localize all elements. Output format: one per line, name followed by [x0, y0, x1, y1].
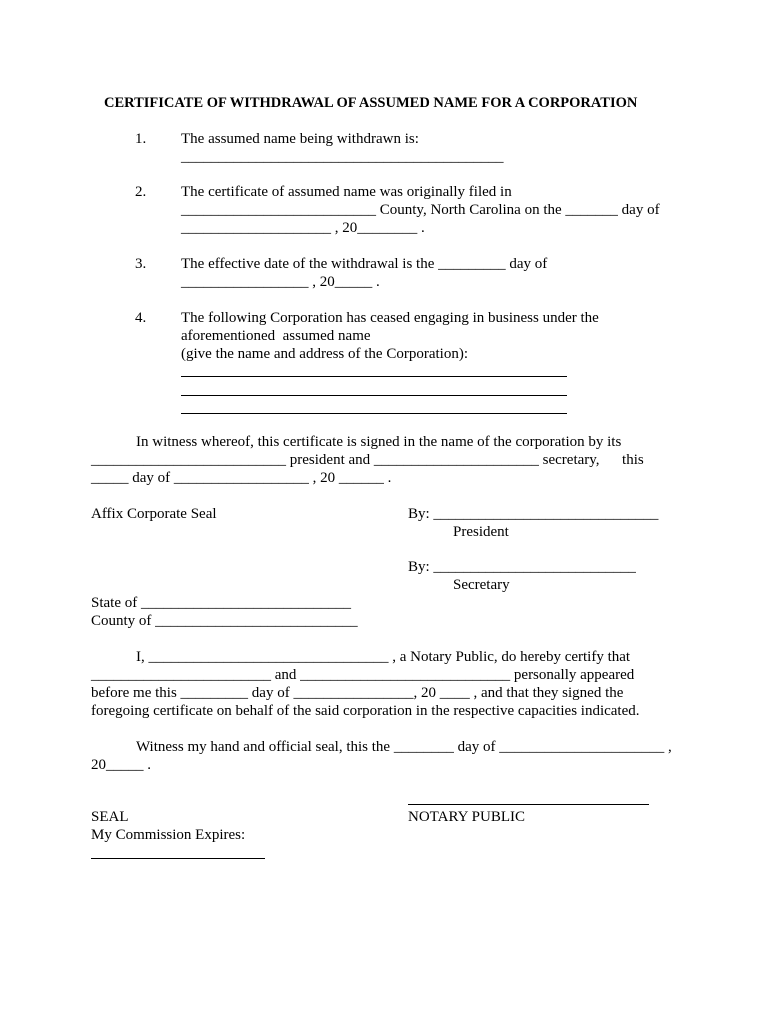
notary-line-3: before me this _________ day of ________________, 20 ____ , and that they signed the	[91, 685, 624, 701]
item-3-line-2: _________________ , 20_____ .	[181, 274, 380, 290]
item-1-number: 1.	[135, 131, 147, 147]
item-4-line-3: (give the name and address of the Corporation):	[181, 346, 468, 362]
item-3-number: 3.	[135, 256, 147, 272]
president-signature-line: By: ______________________________	[408, 506, 659, 522]
corporation-name-blank	[181, 376, 567, 377]
item-4-line-2: aforementioned assumed name	[181, 328, 371, 344]
commission-expires-blank	[91, 858, 265, 859]
witness-line-2: __________________________ president and ______________________ secretary, this	[91, 452, 644, 468]
state-of-line: State of ____________________________	[91, 595, 351, 611]
item-2-line-2: __________________________ County, North Carolina on the _______ day of	[181, 202, 660, 218]
notary-line-4: foregoing certificate on behalf of the said corporation in the respective capacities indicated.	[91, 703, 640, 719]
item-3-line-1: The effective date of the withdrawal is the _________ day of	[181, 256, 548, 272]
notary-line-2: ________________________ and ____________________________ personally appeared	[91, 667, 635, 683]
notary-line-1: I, ________________________________ , a Notary Public, do hereby certify that	[136, 649, 631, 665]
seal-label: SEAL	[91, 809, 129, 825]
secretary-signature-line: By: ___________________________	[408, 559, 636, 575]
item-2-line-3: ____________________ , 20________ .	[181, 220, 425, 236]
item-2-line-1: The certificate of assumed name was originally filed in	[181, 184, 512, 200]
notary-witness-line-1: Witness my hand and official seal, this the ________ day of ______________________ ,	[136, 739, 672, 755]
notary-public-label: NOTARY PUBLIC	[408, 809, 526, 825]
item-4-line-1: The following Corporation has ceased engaging in business under the	[181, 310, 599, 326]
secretary-title: Secretary	[453, 577, 510, 593]
document-title: CERTIFICATE OF WITHDRAWAL OF ASSUMED NAME FOR A CORPORATION	[104, 95, 638, 111]
affix-corporate-seal: Affix Corporate Seal	[91, 506, 217, 522]
notary-signature-blank	[408, 804, 649, 805]
witness-line-3: _____ day of __________________ , 20 ______ .	[91, 470, 392, 486]
item-4-number: 4.	[135, 310, 147, 326]
corporation-address-blank-2	[181, 413, 567, 414]
president-title: President	[453, 524, 509, 540]
commission-expires-label: My Commission Expires:	[91, 827, 246, 843]
notary-witness-line-2: 20_____ .	[91, 757, 151, 773]
county-of-line: County of ___________________________	[91, 613, 358, 629]
item-1-blank: ___________________________________________	[181, 149, 504, 165]
witness-line-1: In witness whereof, this certificate is signed in the name of the corporation by its	[136, 434, 622, 450]
item-2-number: 2.	[135, 184, 147, 200]
corporation-address-blank-1	[181, 395, 567, 396]
item-1-text: The assumed name being withdrawn is:	[181, 131, 419, 147]
